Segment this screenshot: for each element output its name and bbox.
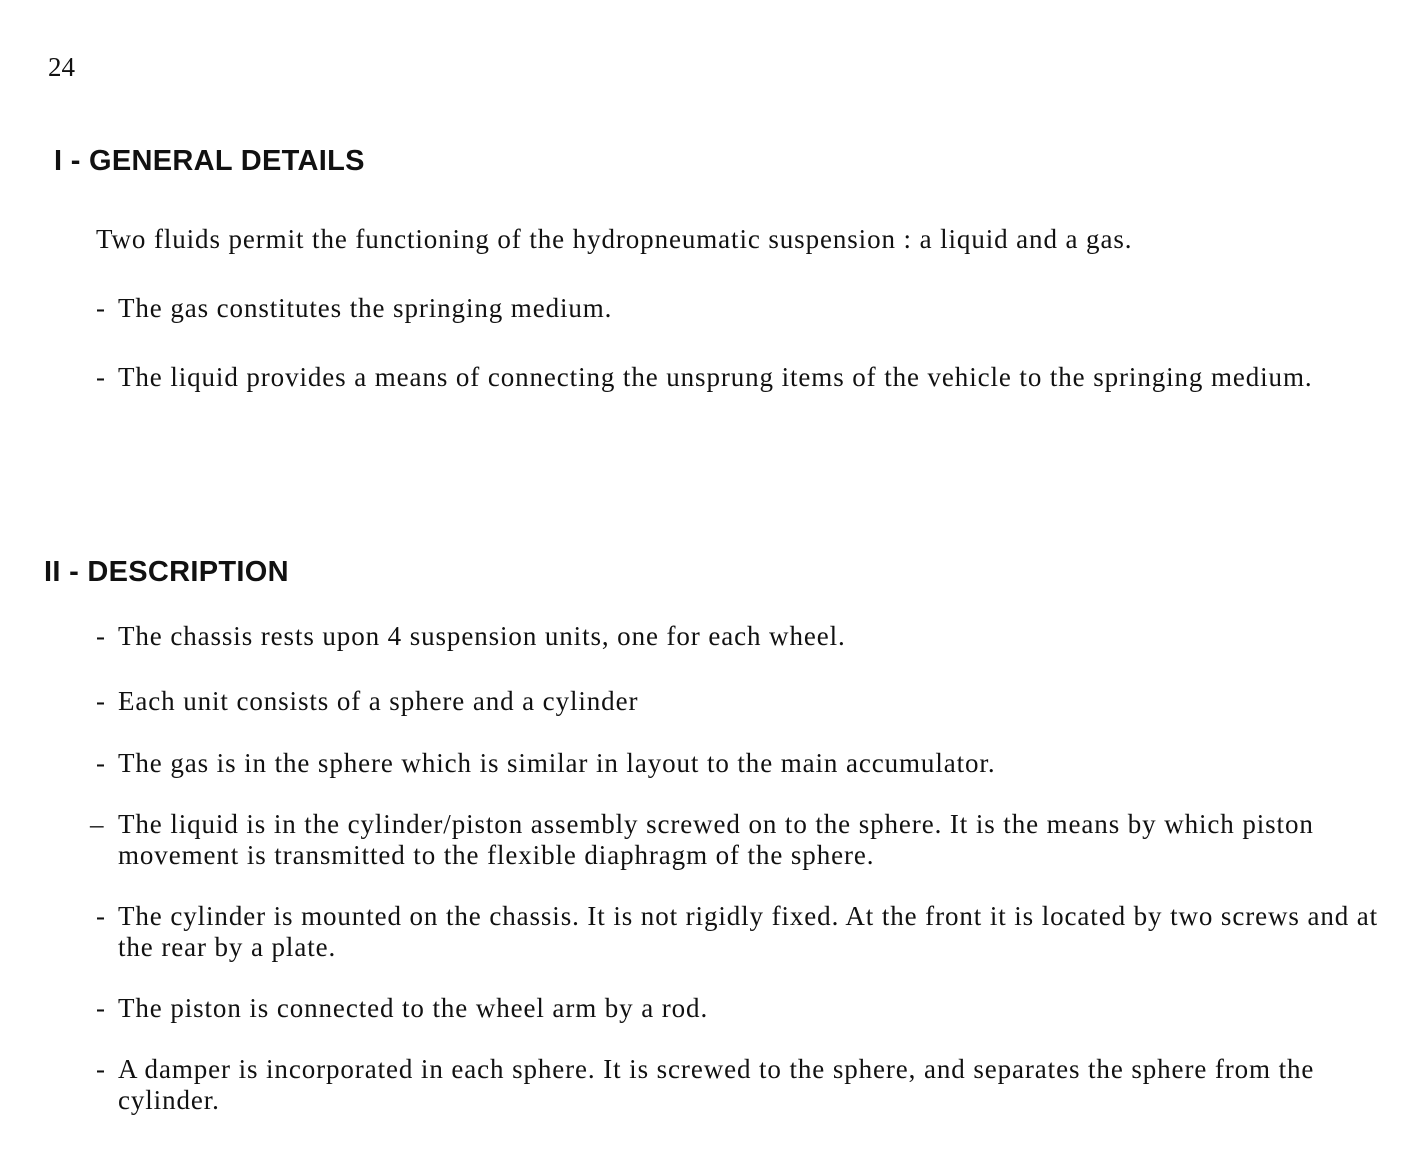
section-heading-description: II - DESCRIPTION [44,556,289,588]
list-item [96,748,1396,779]
list-item [96,1054,1396,1116]
bullet-dash: - [96,1054,106,1084]
bullet-dash: - [96,748,106,778]
page-number: 24 [48,52,75,82]
list-item-text: The gas constitutes the springing medium. [118,293,613,323]
bullet-dash: - [96,993,106,1023]
list-item-text: The chassis rests upon 4 suspension units, one for each wheel. [118,621,846,651]
section-heading-general-details: I - GENERAL DETAILS [54,145,365,177]
list-item [96,362,1396,393]
bullet-dash: – [90,809,105,839]
list-item [96,993,1396,1024]
list-item-text: The cylinder is mounted on the chassis. It is not rigidly fixed. At the front it is located by two screws and at the rear by a plate. [118,901,1379,962]
intro-paragraph: Two fluids permit the functioning of the hydropneumatic suspension : a liquid and a gas. [96,224,1133,254]
list-item-text: The gas is in the sphere which is similar in layout to the main accumulator. [118,748,996,778]
bullet-dash: - [96,621,106,651]
list-item-text: The piston is connected to the wheel arm by a rod. [118,993,709,1023]
list-item [90,809,1390,871]
list-item [96,686,1396,717]
list-item [96,621,1396,652]
bullet-dash: - [96,293,106,323]
bullet-dash: - [96,686,106,716]
list-item-text: The liquid is in the cylinder/piston assembly screwed on to the sphere. It is the means by which piston movement is transmitted to the flexible diaphragm of the sphere. [118,809,1314,870]
list-item-text: The liquid provides a means of connecting the unsprung items of the vehicle to the springing medium. [118,362,1313,392]
list-item-text: A damper is incorporated in each sphere. It is screwed to the sphere, and separates the sphere from the cylinder. [118,1054,1315,1115]
list-item [96,901,1396,963]
bullet-dash: - [96,901,106,931]
list-item [96,293,1396,324]
list-item-text: Each unit consists of a sphere and a cylinder [118,686,639,716]
bullet-dash: - [96,362,106,392]
